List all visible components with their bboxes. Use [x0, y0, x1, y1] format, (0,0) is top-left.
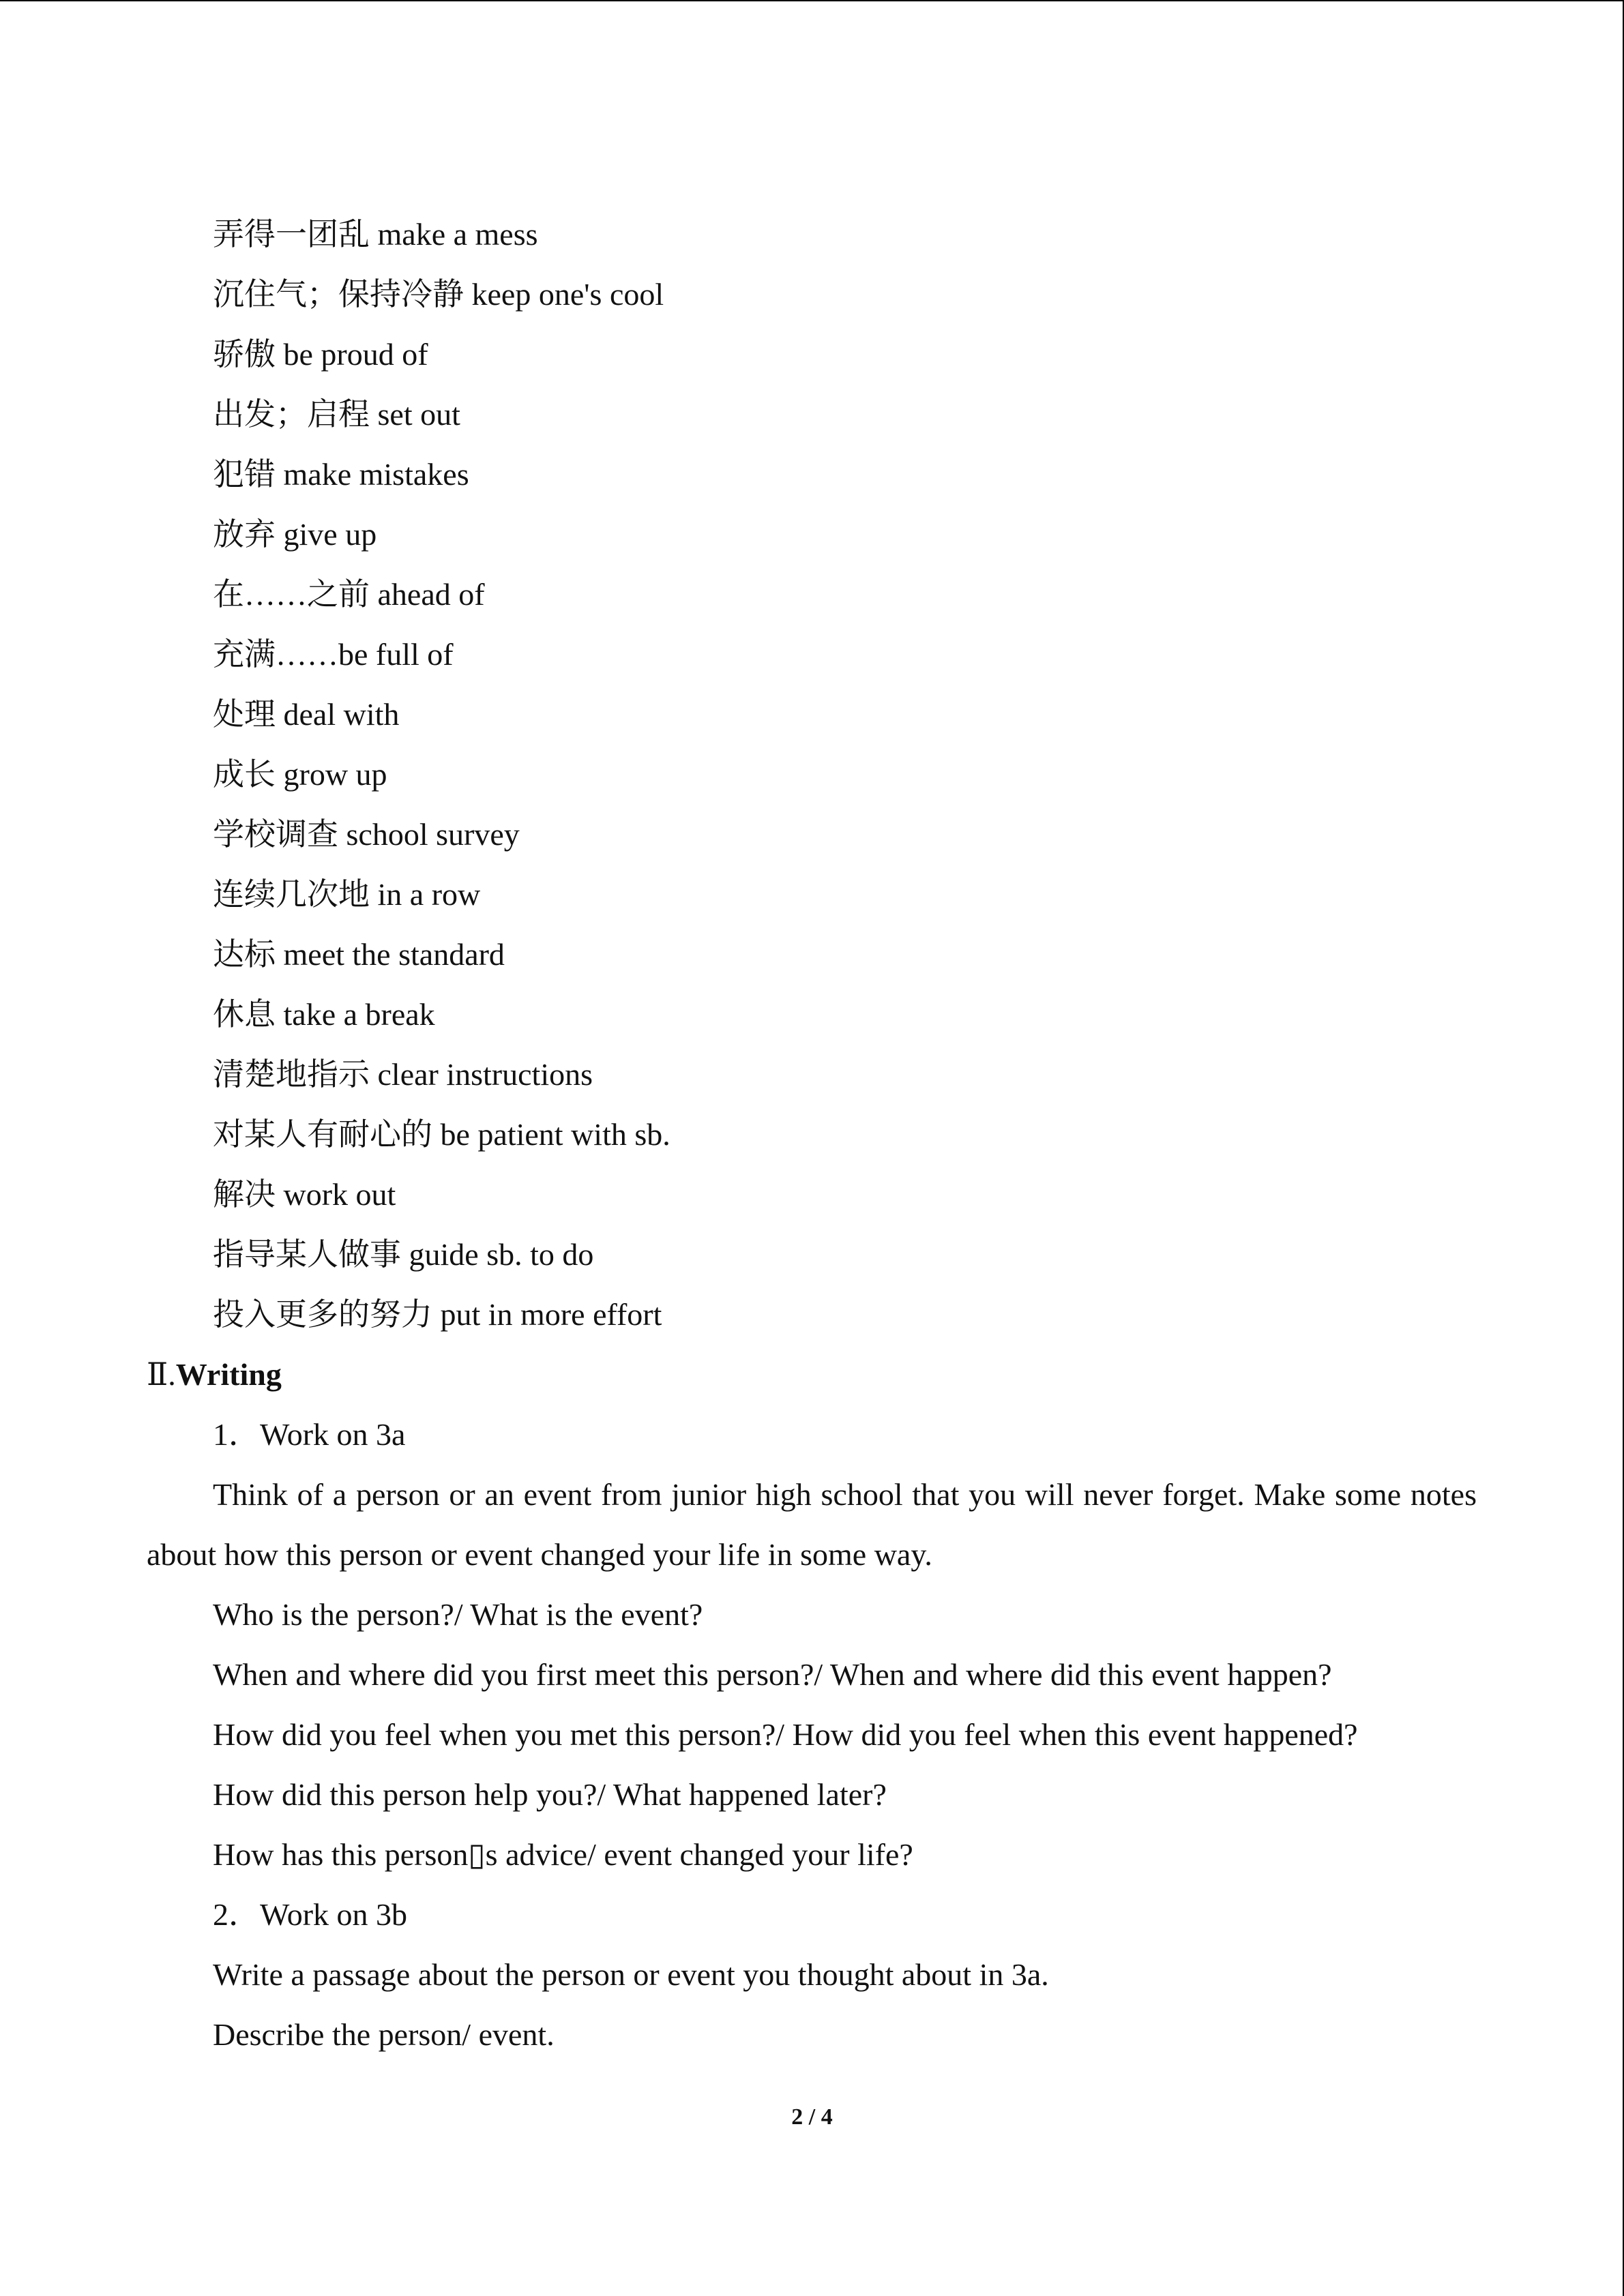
phrase-item: 沉住气；保持冷静 keep one's cool: [213, 277, 664, 312]
task1-instruction: Think of a person or an event from junior high school that you will never forget. Make some notes about how this person or event changed your life in some way.: [147, 1477, 1477, 1572]
section-numeral: Ⅱ.: [147, 1357, 176, 1392]
phrase-item: 投入更多的努力 put in more effort: [213, 1297, 662, 1332]
phrase-item: 在……之前 ahead of: [213, 577, 485, 612]
phrase-item: 成长 grow up: [213, 757, 387, 792]
phrase-item: 连续几次地 in a row: [213, 877, 481, 912]
phrase-item: 犯错 make mistakes: [213, 457, 469, 492]
phrase-item: 放弃 give up: [213, 517, 377, 552]
section-title: Writing: [175, 1357, 282, 1392]
page-number: 2 / 4: [791, 2104, 833, 2130]
phrase-list: [147, 205, 1477, 1345]
task1-question-list: [147, 1585, 1477, 1885]
question-item: How has this person▯s advice/ event changed your life?: [213, 1837, 913, 1872]
page-content: [147, 205, 1477, 2065]
task2-instruction: Write a passage about the person or event you thought about in 3a.: [213, 1957, 1049, 1992]
task2-heading: 2．Work on 3b: [213, 1897, 408, 1932]
phrase-item: 对某人有耐心的 be patient with sb.: [213, 1117, 670, 1152]
phrase-item: 指导某人做事 guide sb. to do: [213, 1237, 594, 1272]
writing-section-heading: [147, 1345, 1477, 1405]
task1-heading: 1．Work on 3a: [213, 1417, 406, 1452]
question-item: When and where did you first meet this person?/ When and where did this event happen?: [213, 1657, 1332, 1692]
phrase-item: 解决 work out: [213, 1177, 396, 1212]
phrase-item: 骄傲 be proud of: [213, 337, 428, 372]
phrase-item: 休息 take a break: [213, 997, 435, 1032]
phrase-item: 处理 deal with: [213, 697, 400, 732]
question-item: Who is the person?/ What is the event?: [213, 1597, 703, 1632]
task2-step: Describe the person/ event.: [213, 2017, 555, 2052]
phrase-item: 弄得一团乱 make a mess: [213, 217, 538, 252]
question-item: How did this person help you?/ What happened later?: [213, 1777, 887, 1812]
phrase-item: 出发；启程 set out: [213, 397, 460, 432]
phrase-item: 清楚地指示 clear instructions: [213, 1057, 593, 1092]
phrase-item: 充满……be full of: [213, 637, 454, 672]
question-item: How did you feel when you met this person?/ How did you feel when this event happened?: [213, 1717, 1358, 1752]
phrase-item: 学校调查 school survey: [213, 817, 520, 852]
phrase-item: 达标 meet the standard: [213, 937, 505, 972]
